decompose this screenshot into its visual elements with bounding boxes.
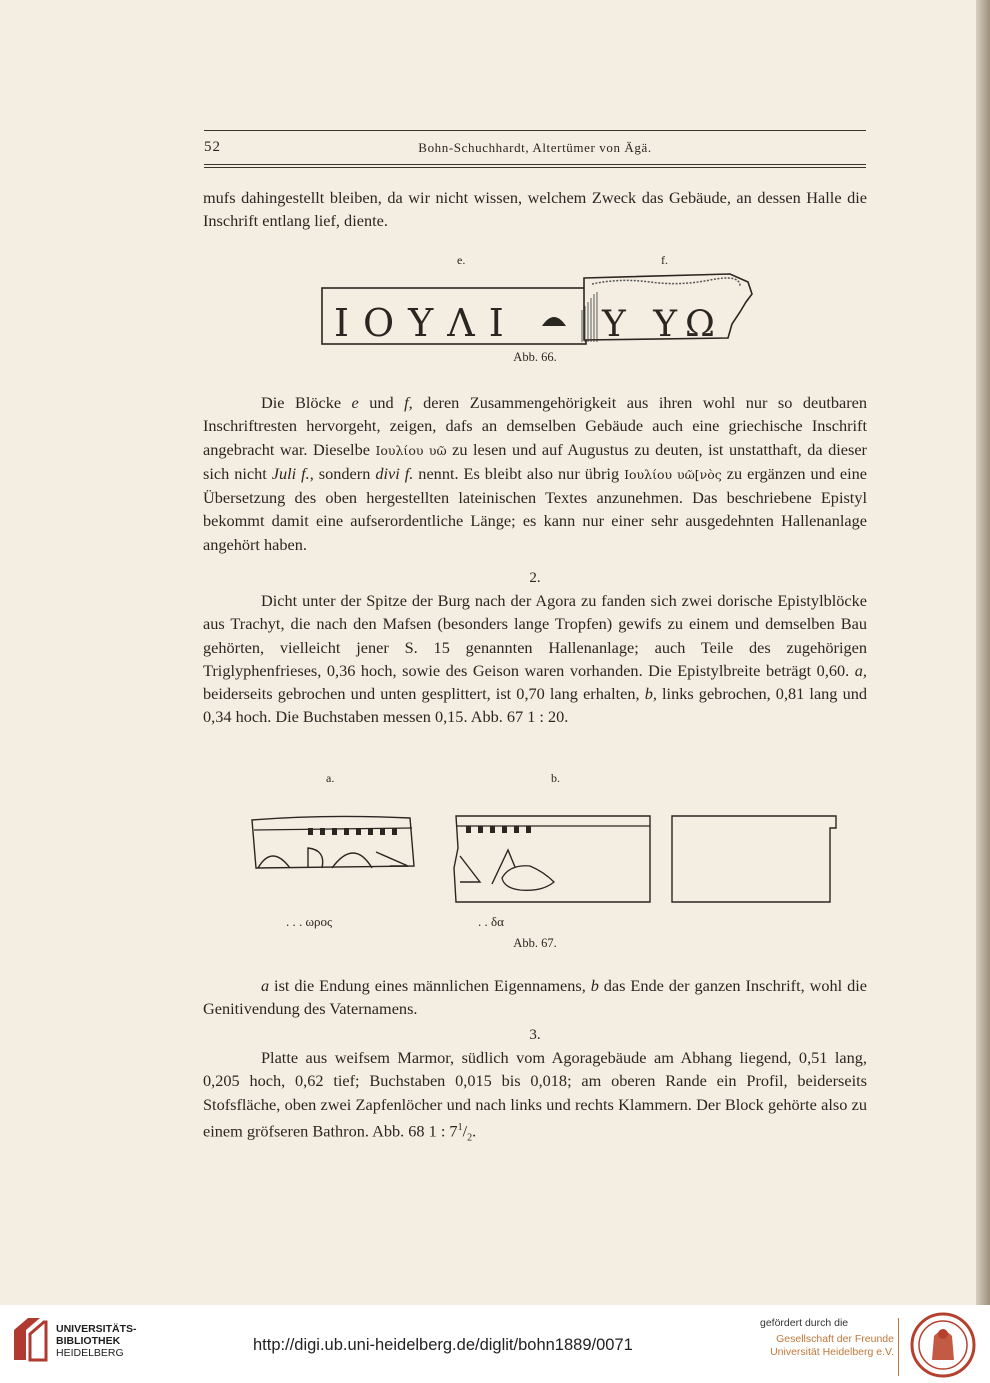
- figure67-label-a: a.: [326, 771, 335, 785]
- p5-text-a: Platte aus weifsem Marmor, südlich vom Agoragebäude am Abhang liegend, 0,51 lang, 0,205 hoch, 0,62 tief; Buchstaben 0,015 bis 0,018; am oberen Rande ein Profil, beiderseits Stofsfläche, oben zwei Zapfenlöcher und nach links und rechts Klammern. Der Block gehörte also zu einem gröfseren Bathron. Abb. 68 1 : 7: [203, 1048, 867, 1141]
- p2-italic-juli: Juli f.: [271, 463, 310, 483]
- p3-text-c: links gebrochen, 0,81 lang und 0,34 hoch. Die Buchstaben messen 0,15. Abb. 67 1 : 20.: [203, 684, 867, 727]
- head-rule-bottom: [204, 164, 866, 165]
- p5-fraction-numerator: 1: [457, 1121, 463, 1133]
- block-b-drawing: [454, 816, 650, 902]
- p2-text-e2: , sondern: [309, 463, 376, 483]
- library-name-line3: HEIDELBERG: [56, 1347, 124, 1359]
- p2-italic-f: f,: [404, 393, 413, 412]
- section-number-2: 2.: [529, 570, 541, 586]
- p2-italic-divi: divi f.: [375, 463, 414, 483]
- paragraph-1: mufs dahingestellt bleiben, da wir nicht wissen, welchem Zweck das Gebäude, an dessen Halle die Inschrift entlang lief, diente.: [203, 188, 867, 231]
- inscription-omega-fragment: [542, 317, 566, 326]
- paragraph-2: [203, 391, 867, 556]
- running-title: Bohn-Schuchhardt, Altertümer von Ägä.: [418, 140, 652, 155]
- p2-text-d: zu lesen und auf Augustus zu deuten, ist unstatthaft, da dieser sich nicht: [203, 439, 867, 483]
- head-rule-bottom-double: [204, 167, 866, 168]
- p5-fraction-slash: /: [462, 1121, 468, 1141]
- figure66-caption: Abb. 66.: [513, 350, 557, 364]
- university-seal-icon: [908, 1312, 978, 1378]
- p2-text-f2: nennt. Es bleibt also nur übrig: [413, 463, 625, 483]
- page-number: 52: [204, 139, 221, 155]
- figure66-drawing: [320, 272, 760, 348]
- p2-text-b: und: [358, 393, 405, 412]
- funded-by-text: gefördert durch die: [760, 1317, 849, 1329]
- p4-text-a: ist die Endung eines männlichen Eigennamens,: [269, 976, 591, 995]
- figure67-text-a: . . . ωρος: [286, 914, 333, 929]
- p4-text-b: das Ende der ganzen Inschrift, wohl die Genitivendung des Vaternamens.: [203, 976, 867, 1019]
- figure66-label-f: f.: [661, 253, 668, 267]
- permalink-link[interactable]: http://digi.ub.uni-heidelberg.de/diglit/bohn1889/0071: [253, 1336, 633, 1354]
- p2-greek-1: Ιουλίου υῶ: [375, 442, 447, 458]
- p4-italic-a: a: [261, 976, 270, 995]
- block-b-profile-drawing: [672, 816, 836, 902]
- paragraph-3: [203, 589, 867, 729]
- p5-text-end: .: [472, 1121, 477, 1141]
- p2-text-a: Die Blöcke: [261, 393, 352, 412]
- p4-italic-b: b: [590, 976, 599, 995]
- head-rule-top: [204, 130, 866, 131]
- p3-text-b: beiderseits gebrochen und unten gesplittert, ist 0,70 lang erhalten,: [203, 684, 645, 704]
- p3-text-a: Dicht unter der Spitze der Burg nach der Agora zu fanden sich zwei dorische Epistylblöcke aus Trachyt, die nach den Mafsen (besonders lange Tropfen) gewifs zu einem und demselben Bau gehörten, vielleicht jener S. 15 genannten Hallenanlage; auch Teile des zugehörigen Triglyphenfrieses, 0,36 hoch, sowie des Geison waren vorhanden. Die Epistylbreite beträgt 0,60.: [203, 591, 867, 680]
- society-name-line1: Gesellschaft der Freunde: [776, 1333, 894, 1345]
- paragraph-4: [203, 974, 867, 1021]
- library-name-line1: UNIVERSITÄTS-: [56, 1323, 137, 1335]
- p3-italic-a: a,: [854, 660, 867, 680]
- running-head: [204, 130, 866, 174]
- inscription-text-right: Υ ΥΩ: [602, 304, 723, 345]
- figure67-caption: Abb. 67.: [513, 936, 557, 950]
- block-a-drawing: [252, 816, 414, 868]
- footer-separator: [898, 1318, 899, 1376]
- paragraph-5: [203, 1046, 867, 1150]
- section-number-3: 3.: [529, 1027, 541, 1043]
- library-name: [56, 1323, 137, 1359]
- p2-text-g: zu ergänzen und eine Übersetzung des oben hergestellten lateinischen Textes anzunehmen. Das beschriebene Epistyl bekommt damit eine aufserordentliche Länge; es kann nur einer sehr ausgedehnten Hallenanlage angehört haben.: [203, 463, 868, 554]
- page-edge-shadow: [976, 0, 990, 1305]
- p5-fraction-denominator: 2: [467, 1132, 473, 1144]
- p2-greek-2: Ιουλίου υῶ[νὸς: [624, 466, 722, 482]
- p2-text-c: deren Zusammengehörigkeit aus ihren wohl nur so deutbaren Inschriftresten hervorgeht, zeigen, dafs an demselben Gebäude auch eine griechische Inschrift angebracht war. Dieselbe: [203, 393, 868, 459]
- society-name-line2: Universität Heidelberg e.V.: [770, 1346, 894, 1358]
- p2-italic-e: e: [351, 393, 359, 412]
- figure67-label-b: b.: [551, 771, 560, 785]
- figure66-label-e: e.: [457, 253, 466, 267]
- library-name-line2: BIBLIOTHEK: [56, 1335, 121, 1347]
- figure67-text-b: . . δα: [478, 914, 504, 929]
- library-logo-icon: [10, 1316, 50, 1362]
- p3-italic-b: b,: [644, 684, 657, 704]
- inscription-text-left: ΙΟΥΛΙ: [334, 301, 518, 345]
- figure67-drawing: [244, 808, 844, 908]
- society-name: [764, 1333, 894, 1359]
